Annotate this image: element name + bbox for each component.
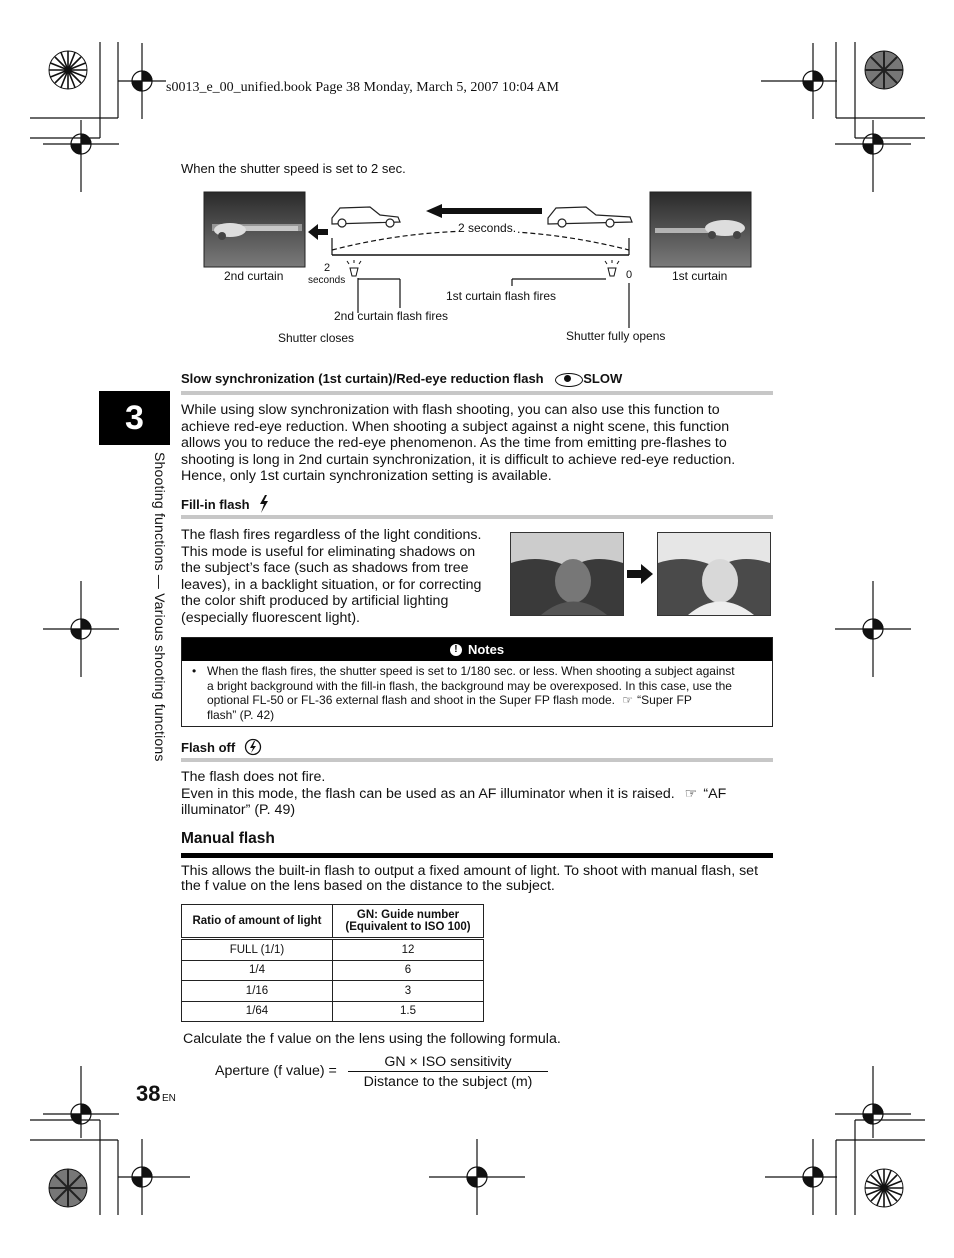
page-number: 38 [136,1081,161,1106]
paragraph-line: leaves), in a backlight situation, or for correcting [181,576,482,593]
table-row [182,960,484,981]
slow-badge: SLOW [583,371,623,386]
zero-label: 0 [626,269,633,281]
slow-sync-title: Slow synchronization (1st curtain)/Red-eye reduction flash [181,371,544,386]
flash-icon [258,495,270,513]
paragraph-line: the subject’s face (such as shadows from tree [181,560,469,577]
table-cell: FULL (1/1) [182,939,333,961]
section-rule [181,758,773,762]
flash-off-icon [244,738,262,756]
red-eye-icon [555,373,583,387]
second-curtain-label: 2nd curtain [224,269,284,283]
table-row [182,939,484,961]
table-header-row [182,905,484,939]
fill-in-title: Fill-in flash [181,497,250,512]
formula-denominator: Distance to the subject (m) [363,1074,533,1090]
table-row [182,981,484,1002]
chapter-side-title: Shooting functions — Various shooting functions [152,452,168,762]
paragraph-line: the color shift produced by artificial lighting [181,593,449,610]
flash-bulb-icon-2 [605,260,619,276]
manual-flash-title: Manual flash [181,830,275,847]
flash-off-title: Flash off [181,740,236,755]
table-cell: 1/64 [182,1001,333,1022]
paragraph-line: achieve red-eye reduction. When shooting a subject against a night scene, this function [181,418,730,435]
paragraph-line: Even in this mode, the flash can be used as an AF illuminator when it is raised. [181,785,675,802]
motion-arrow-icon [426,204,542,218]
table-cell: 6 [333,960,484,981]
note-line: optional FL-50 or FL-36 external flash and shoot in the Super FP flash mode. [207,693,616,707]
paragraph-line: This mode is useful for eliminating shadows on [181,543,476,560]
right-car-icon [548,207,632,227]
two-seconds-label: 2 seconds. [458,221,517,235]
table-header [333,905,484,939]
warning-icon: ! [450,644,462,656]
first-curtain-label: 1st curtain [672,269,728,283]
heavy-rule [181,853,773,858]
formula-numerator: GN × ISO sensitivity [384,1054,512,1070]
table-header: Ratio of amount of light [182,905,333,939]
flash-bulb-icon [347,260,361,276]
first-curtain-fires-label: 1st curtain flash fires [446,289,557,303]
left-car-icon [332,207,400,227]
paragraph-line: While using slow synchronization with flash shooting, you can also use this function to [181,402,720,418]
notes-box [181,637,773,727]
table-cell: 3 [333,981,484,1002]
paragraph-line: illuminator” (P. 49) [181,802,296,819]
table-header-line: GN: Guide number [356,909,460,921]
reference-icon: ☞ [622,693,634,707]
notes-header [182,638,772,661]
note-line: a bright background with the fill-in flash, the background may be overexposed. In this case, use the [207,678,732,693]
paragraph-line: the f value on the lens based on the distance to the subject. [181,878,555,894]
second-curtain-fires-label: 2nd curtain flash fires [334,309,449,323]
paragraph-line: allows you to reduce the red-eye phenomenon. As the time from emitting pre-flashes to [181,435,727,452]
diagram-caption: When the shutter speed is set to 2 sec. [181,161,406,176]
paragraph-line: Hence, only 1st curtain synchronization setting is available. [181,468,552,485]
paragraph-line: This allows the built-in flash to output a fixed amount of light. To shoot with manual flash, set [181,863,759,879]
note-ref: “Super FP [637,693,692,707]
slow-sync-heading [181,371,622,387]
seconds-label: seconds [308,275,346,286]
after-photo [657,532,771,616]
language-code: EN [162,1093,176,1104]
shutter-closes-label: Shutter closes [278,331,355,345]
table-cell: 1.5 [333,1001,484,1022]
table-cell: 1/4 [182,960,333,981]
bullet: • [192,664,197,678]
left-arrow-icon [308,224,328,240]
two-label: 2 [324,262,331,274]
section-rule [181,391,773,395]
print-header: s0013_e_00_unified.book Page 38 Monday, March 5, 2007 10:04 AM [166,80,559,95]
fill-in-heading [181,495,270,513]
paragraph-line: The flash fires regardless of the light conditions. [181,527,482,543]
formula-intro: Calculate the f value on the lens using the following formula. [183,1031,561,1047]
flash-off-heading [181,738,262,756]
note-line: flash” (P. 42) [207,707,275,722]
paragraph-line: shooting is long in 2nd curtain synchronization, it is difficult to achieve red-eye reduction. [181,451,736,468]
table-row [182,1001,484,1022]
notes-title: Notes [467,642,505,657]
flash-off-ref: “AF [703,785,727,802]
timing-diagram [200,188,760,348]
table-cell: 1/16 [182,981,333,1002]
reference-icon: ☞ [684,785,698,802]
note-line: When the flash fires, the shutter speed is set to 1/180 sec. or less. When shooting a subject against [207,664,735,678]
shutter-opens-label: Shutter fully opens [566,329,666,343]
chapter-tab: 3 [99,391,170,445]
paragraph-line: The flash does not fire. [181,769,326,785]
table-cell: 12 [333,939,484,961]
fraction-bar [348,1071,548,1072]
table-header-line: (Equivalent to ISO 100) [345,921,471,933]
section-rule [181,515,773,519]
formula-left: Aperture (f value) = [215,1063,337,1079]
guide-number-table [181,904,484,1022]
arrow-right-icon [627,564,653,584]
paragraph-line: (especially fluorescent light). [181,609,360,626]
before-photo [510,532,624,616]
